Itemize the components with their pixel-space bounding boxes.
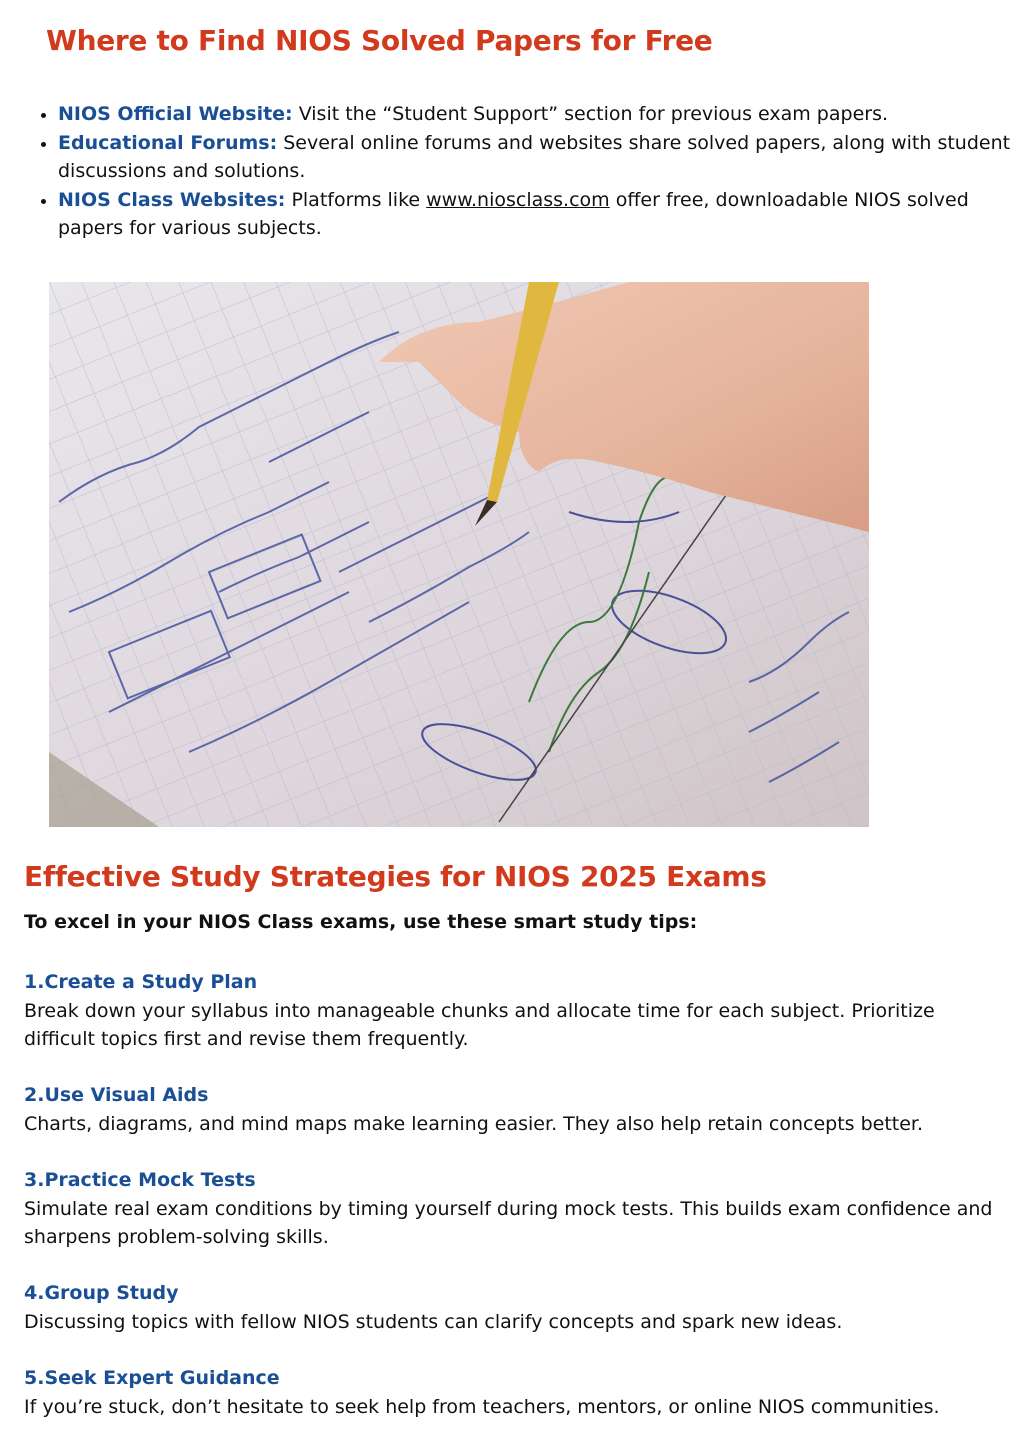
bullet-label: NIOS Class Websites: xyxy=(58,188,286,211)
section-title-study-strategies: Effective Study Strategies for NIOS 2025 Exams xyxy=(24,860,767,893)
tip-title: 5.Seek Expert Guidance xyxy=(24,1367,280,1389)
tip-title: 3.Practice Mock Tests xyxy=(24,1169,256,1191)
niosclass-link[interactable]: www.niosclass.com xyxy=(426,188,610,211)
section-title-solved-papers: Where to Find NIOS Solved Papers for Free xyxy=(46,24,713,57)
bullet-text: Several online forums and websites share solved papers, along with student discussions and solutions. xyxy=(58,131,1011,182)
tip-description: Simulate real exam conditions by timing yourself during mock tests. This builds exam confidence and sharpens problem-solving skills. xyxy=(24,1197,993,1248)
strategies-intro: To excel in your NIOS Class exams, use these smart study tips: xyxy=(24,911,698,933)
list-item xyxy=(58,129,1024,186)
tip-title: 4.Group Study xyxy=(24,1282,179,1304)
bullet-text: offer free, downloadable NIOS solved papers for various subjects. xyxy=(58,188,969,239)
bullet-label: Educational Forums: xyxy=(58,131,278,154)
tip-title: 2.Use Visual Aids xyxy=(24,1084,209,1106)
tip-description: If you’re stuck, don’t hesitate to seek help from teachers, mentors, or online NIOS communities. xyxy=(24,1395,940,1418)
tip-group-study xyxy=(24,1279,1004,1336)
bullet-text: Platforms like xyxy=(285,188,427,211)
tip-description: Discussing topics with fellow NIOS students can clarify concepts and spark new ideas. xyxy=(24,1310,843,1333)
bullet-text: Visit the “Student Support” section for previous exam papers. xyxy=(292,103,889,125)
handwritten-notes-photo xyxy=(49,282,869,827)
bullet-label: NIOS Official Website: xyxy=(58,103,293,125)
tip-description: Break down your syllabus into manageable chunks and allocate time for each subject. Prioritize difficult topics first and revise them frequently. xyxy=(24,999,935,1050)
list-item xyxy=(58,186,1024,243)
tip-create-study-plan xyxy=(24,968,1004,1054)
list-item xyxy=(58,100,1024,129)
sources-list xyxy=(30,100,1024,243)
tip-mock-tests xyxy=(24,1166,1004,1252)
tip-expert-guidance xyxy=(24,1364,1004,1421)
tip-visual-aids xyxy=(24,1081,1004,1138)
tip-title: 1.Create a Study Plan xyxy=(24,971,258,993)
tip-description: Charts, diagrams, and mind maps make learning easier. They also help retain concepts better. xyxy=(24,1112,924,1135)
